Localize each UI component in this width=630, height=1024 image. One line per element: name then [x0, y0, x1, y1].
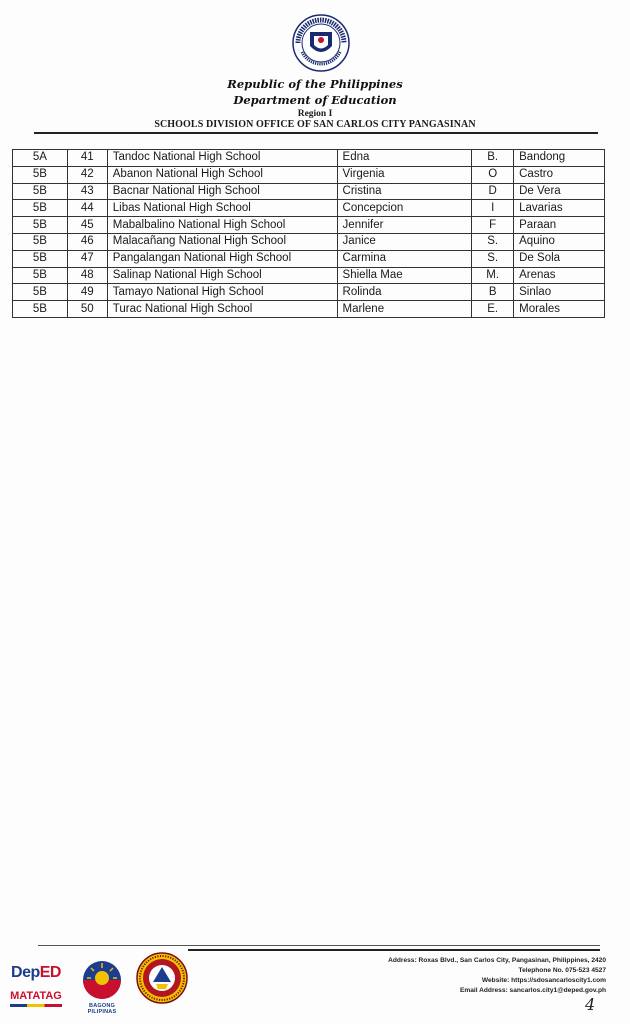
- first-name-cell: Edna: [337, 150, 472, 167]
- footer-divider-thick: [188, 949, 600, 951]
- footer-divider-thin: [38, 945, 600, 946]
- header-department: Department of Education: [233, 93, 397, 107]
- division-cell: 5B: [13, 301, 68, 318]
- matatag-logo-text: MATATAG: [10, 990, 62, 1002]
- first-name-cell: Marlene: [337, 301, 472, 318]
- school-name-cell: Libas National High School: [107, 200, 337, 217]
- first-name-cell: Carmina: [337, 250, 472, 267]
- footer-contact-block: [388, 956, 606, 996]
- last-name-cell: Sinlao: [514, 284, 605, 301]
- header-office: SCHOOLS DIVISION OFFICE OF SAN CARLOS CITY PANGASINAN: [154, 119, 476, 130]
- middle-initial-cell: E.: [472, 301, 514, 318]
- division-cell: 5B: [13, 267, 68, 284]
- table-row: [13, 250, 605, 267]
- header-divider: [34, 132, 598, 134]
- division-cell: 5B: [13, 183, 68, 200]
- last-name-cell: Lavarias: [514, 200, 605, 217]
- first-name-cell: Rolinda: [337, 284, 472, 301]
- deped-matatag-logo: [6, 960, 66, 1012]
- middle-initial-cell: S.: [472, 250, 514, 267]
- last-name-cell: Morales: [514, 301, 605, 318]
- footer-email[interactable]: Email Address: sancarlos.city1@deped.gov.ph: [459, 987, 606, 994]
- division-cell: 5B: [13, 233, 68, 250]
- middle-initial-cell: O: [472, 166, 514, 183]
- table-row: [13, 200, 605, 217]
- deped-seal-icon: [292, 14, 350, 72]
- number-cell: 49: [67, 284, 107, 301]
- school-name-cell: Abanon National High School: [107, 166, 337, 183]
- sdo-san-carlos-seal-icon: [136, 952, 188, 1004]
- first-name-cell: Virgenia: [337, 166, 472, 183]
- division-cell: 5B: [13, 217, 68, 234]
- first-name-cell: Janice: [337, 233, 472, 250]
- matatag-color-bar: [10, 1004, 62, 1007]
- header-region: Region I: [297, 109, 333, 119]
- table-row: [13, 150, 605, 167]
- table-row: [13, 217, 605, 234]
- table-row: [13, 183, 605, 200]
- division-cell: 5B: [13, 200, 68, 217]
- number-cell: 50: [67, 301, 107, 318]
- first-name-cell: Jennifer: [337, 217, 472, 234]
- bagong-pilipinas-emblem-icon: [76, 958, 128, 1004]
- school-name-cell: Salinap National High School: [107, 267, 337, 284]
- table-row: [13, 166, 605, 183]
- last-name-cell: Paraan: [514, 217, 605, 234]
- school-name-cell: Malacañang National High School: [107, 233, 337, 250]
- middle-initial-cell: I: [472, 200, 514, 217]
- page-number: 4: [585, 995, 596, 1014]
- number-cell: 43: [67, 183, 107, 200]
- middle-initial-cell: M.: [472, 267, 514, 284]
- table-row: [13, 284, 605, 301]
- number-cell: 45: [67, 217, 107, 234]
- last-name-cell: Bandong: [514, 150, 605, 167]
- middle-initial-cell: D: [472, 183, 514, 200]
- bagong-pilipinas-logo: [76, 958, 128, 1014]
- number-cell: 48: [67, 267, 107, 284]
- school-name-cell: Turac National High School: [107, 301, 337, 318]
- division-cell: 5B: [13, 250, 68, 267]
- school-name-cell: Pangalangan National High School: [107, 250, 337, 267]
- middle-initial-cell: B: [472, 284, 514, 301]
- last-name-cell: Castro: [514, 166, 605, 183]
- first-name-cell: Concepcion: [337, 200, 472, 217]
- division-cell: 5B: [13, 166, 68, 183]
- header-republic: Republic of the Philippines: [227, 77, 403, 91]
- middle-initial-cell: B.: [472, 150, 514, 167]
- middle-initial-cell: F: [472, 217, 514, 234]
- last-name-cell: Aquino: [514, 233, 605, 250]
- first-name-cell: Cristina: [337, 183, 472, 200]
- number-cell: 46: [67, 233, 107, 250]
- division-cell: 5B: [13, 284, 68, 301]
- school-name-cell: Bacnar National High School: [107, 183, 337, 200]
- middle-initial-cell: S.: [472, 233, 514, 250]
- footer-telephone: Telephone No. 075-523 4527: [518, 967, 606, 974]
- bagong-pilipinas-text: BAGONG PILIPINAS: [87, 1003, 117, 1015]
- school-name-cell: Tamayo National High School: [107, 284, 337, 301]
- number-cell: 41: [67, 150, 107, 167]
- number-cell: 42: [67, 166, 107, 183]
- school-name-cell: Tandoc National High School: [107, 150, 337, 167]
- number-cell: 44: [67, 200, 107, 217]
- table-row: [13, 233, 605, 250]
- footer-address: Address: Roxas Blvd., San Carlos City, Pangasinan, Philippines, 2420: [388, 957, 606, 964]
- last-name-cell: De Vera: [514, 183, 605, 200]
- table-row: [13, 301, 605, 318]
- number-cell: 47: [67, 250, 107, 267]
- first-name-cell: Shiella Mae: [337, 267, 472, 284]
- deped-logo-text: DepED: [11, 964, 61, 981]
- last-name-cell: De Sola: [514, 250, 605, 267]
- table-row: [13, 267, 605, 284]
- last-name-cell: Arenas: [514, 267, 605, 284]
- footer-website[interactable]: Website: https://sdosancarloscity1.com: [481, 977, 606, 984]
- division-cell: 5A: [13, 150, 68, 167]
- school-name-cell: Mabalbalino National High School: [107, 217, 337, 234]
- school-roster-table: [12, 149, 605, 318]
